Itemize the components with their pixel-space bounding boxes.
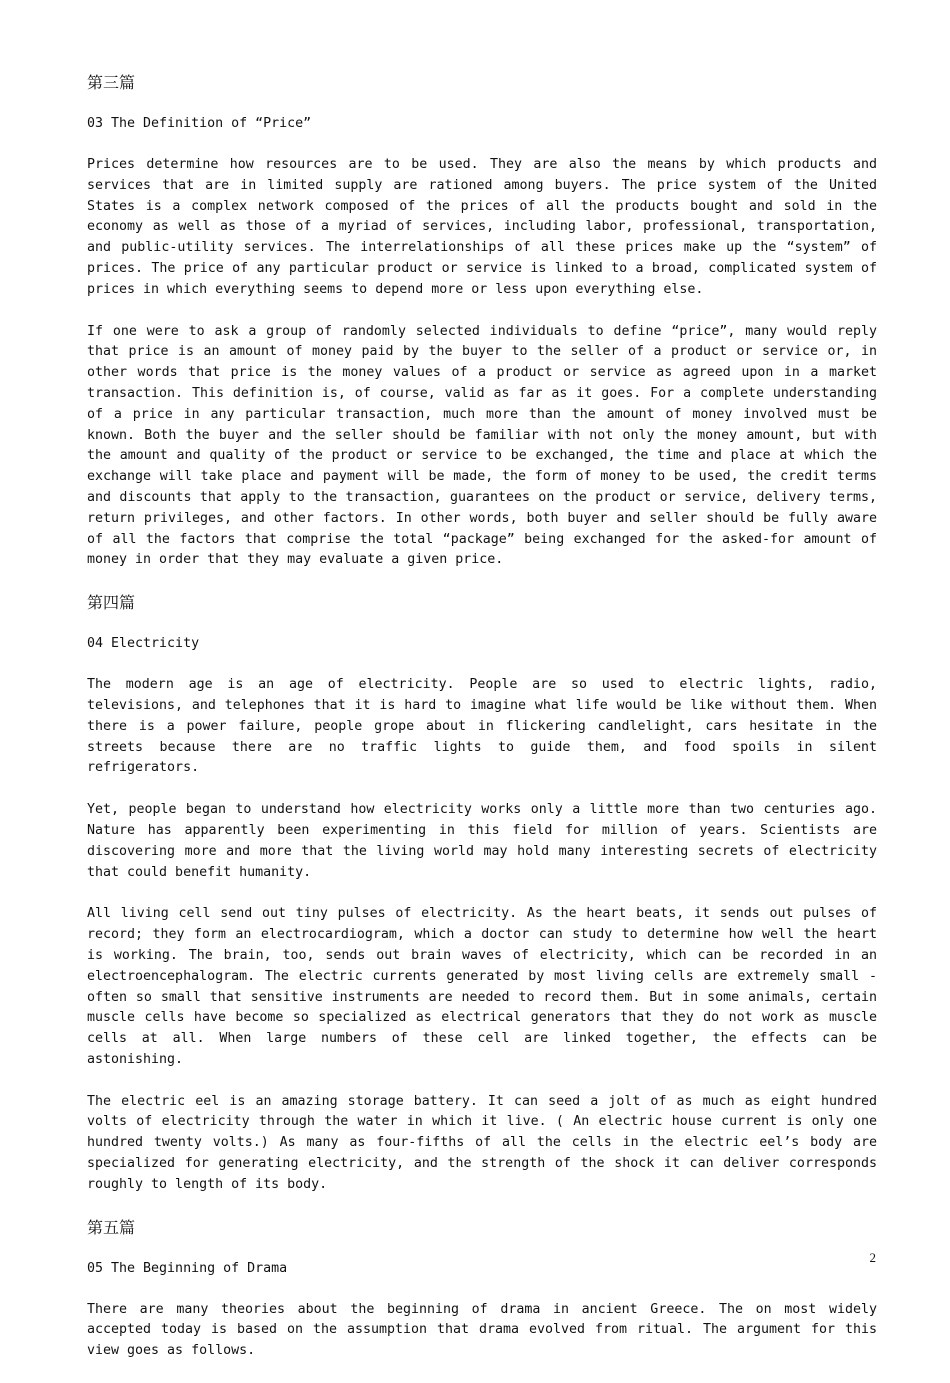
paragraph: The electric eel is an amazing storage battery. It can seed a jolt of as much as eight hundred volts of electricity through the water in which it live. ( An electric house current is only one hundred twenty volts.) As many as four-fifths of all the cells in the electric eel’s body are specialized for generating electricity, and the strength of the shock it can deliver corresponds roughly to length of its body. [87, 1093, 877, 1192]
article-title: 03 The Definition of “Price” [87, 116, 312, 131]
section-3 [87, 72, 877, 571]
section-5 [87, 1217, 877, 1362]
section-heading: 第三篇 [87, 73, 136, 92]
page-number: 2 [869, 1250, 876, 1265]
article-title: 05 The Beginning of Drama [87, 1260, 288, 1276]
paragraph: All living cell send out tiny pulses of electricity. As the heart beats, it sends out pulses of record; they form an electrocardiogram, which a doctor can study to determine how well the heart is working. The brain, too, sends out brain waves of electricity, which can be recorded in an electroencephalogram. The electric currents generated by most living cells are extremely small - often so small that sensitive instruments are needed to record them. But in some animals, certain muscle cells have become so specialized as electrical generators that they do not work as muscle cells at all. When large numbers of these cell are linked together, the effects can be astonishing. [87, 906, 877, 1067]
article-title: 04 Electricity [87, 636, 200, 652]
paragraph: There are many theories about the beginning of drama in ancient Greece. The on most widely accepted today is based on the assumption that drama evolved from ritual. The argument for this view goes as follows. [87, 1301, 877, 1359]
paragraph: The modern age is an age of electricity. People are so used to electric lights, radio, televisions, and telephones that it is hard to imagine what life would be like without them. When there is a power failure, people grope about in flickering candlelight, cars hesitate in the streets because there are no traffic lights to guide them, and food spoils in silent refrigerators. [87, 677, 877, 776]
paragraph: Yet, people began to understand how electricity works only a little more than two centuries ago. Nature has apparently been experimenting in this field for million of years. Scientists are discovering more and more that the living world may hold many interesting secrets of electricity that could benefit humanity. [87, 802, 877, 880]
paragraph: Prices determine how resources are to be used. They are also the means by which products and services that are in limited supply are rationed among buyers. The price system of the United States is a complex network composed of the prices of all the products bought and sold in the economy as well as those of a myriad of services, including labor, professional, transportation, and public-utility services. The interrelationships of all these prices make up the “system” of prices. The price of any particular product or service is linked to a broad, complicated system of prices in which everything seems to depend more or less upon everything else. [87, 157, 877, 297]
section-4 [87, 592, 877, 1196]
section-heading: 第四篇 [87, 593, 136, 613]
section-heading: 第五篇 [87, 1217, 136, 1237]
page-content [87, 72, 877, 1383]
paragraph: If one were to ask a group of randomly selected individuals to define “price”, many would reply that price is an amount of money paid by the buyer to the seller of a product or service or, in other words that price is the money values of a product or service as agreed upon in a market transaction. This definition is, of course, valid as far as it goes. For a complete understanding of a price in any particular transaction, much more than the amount of money involved must be known. Both the buyer and the seller should be familiar with not only the money amount, but with the amount and quality of the product or service to be exchanged, the time and place at which the exchange will take place and payment will be made, the form of money to be used, the credit terms and discounts that apply to the transaction, guarantees on the product or service, delivery terms, return privileges, and other factors. In other words, both buyer and seller should be fully aware of all the factors that comprise the total “package” being exchanged for the asked-for amount of money in order that they may evaluate a given price. [87, 323, 877, 568]
